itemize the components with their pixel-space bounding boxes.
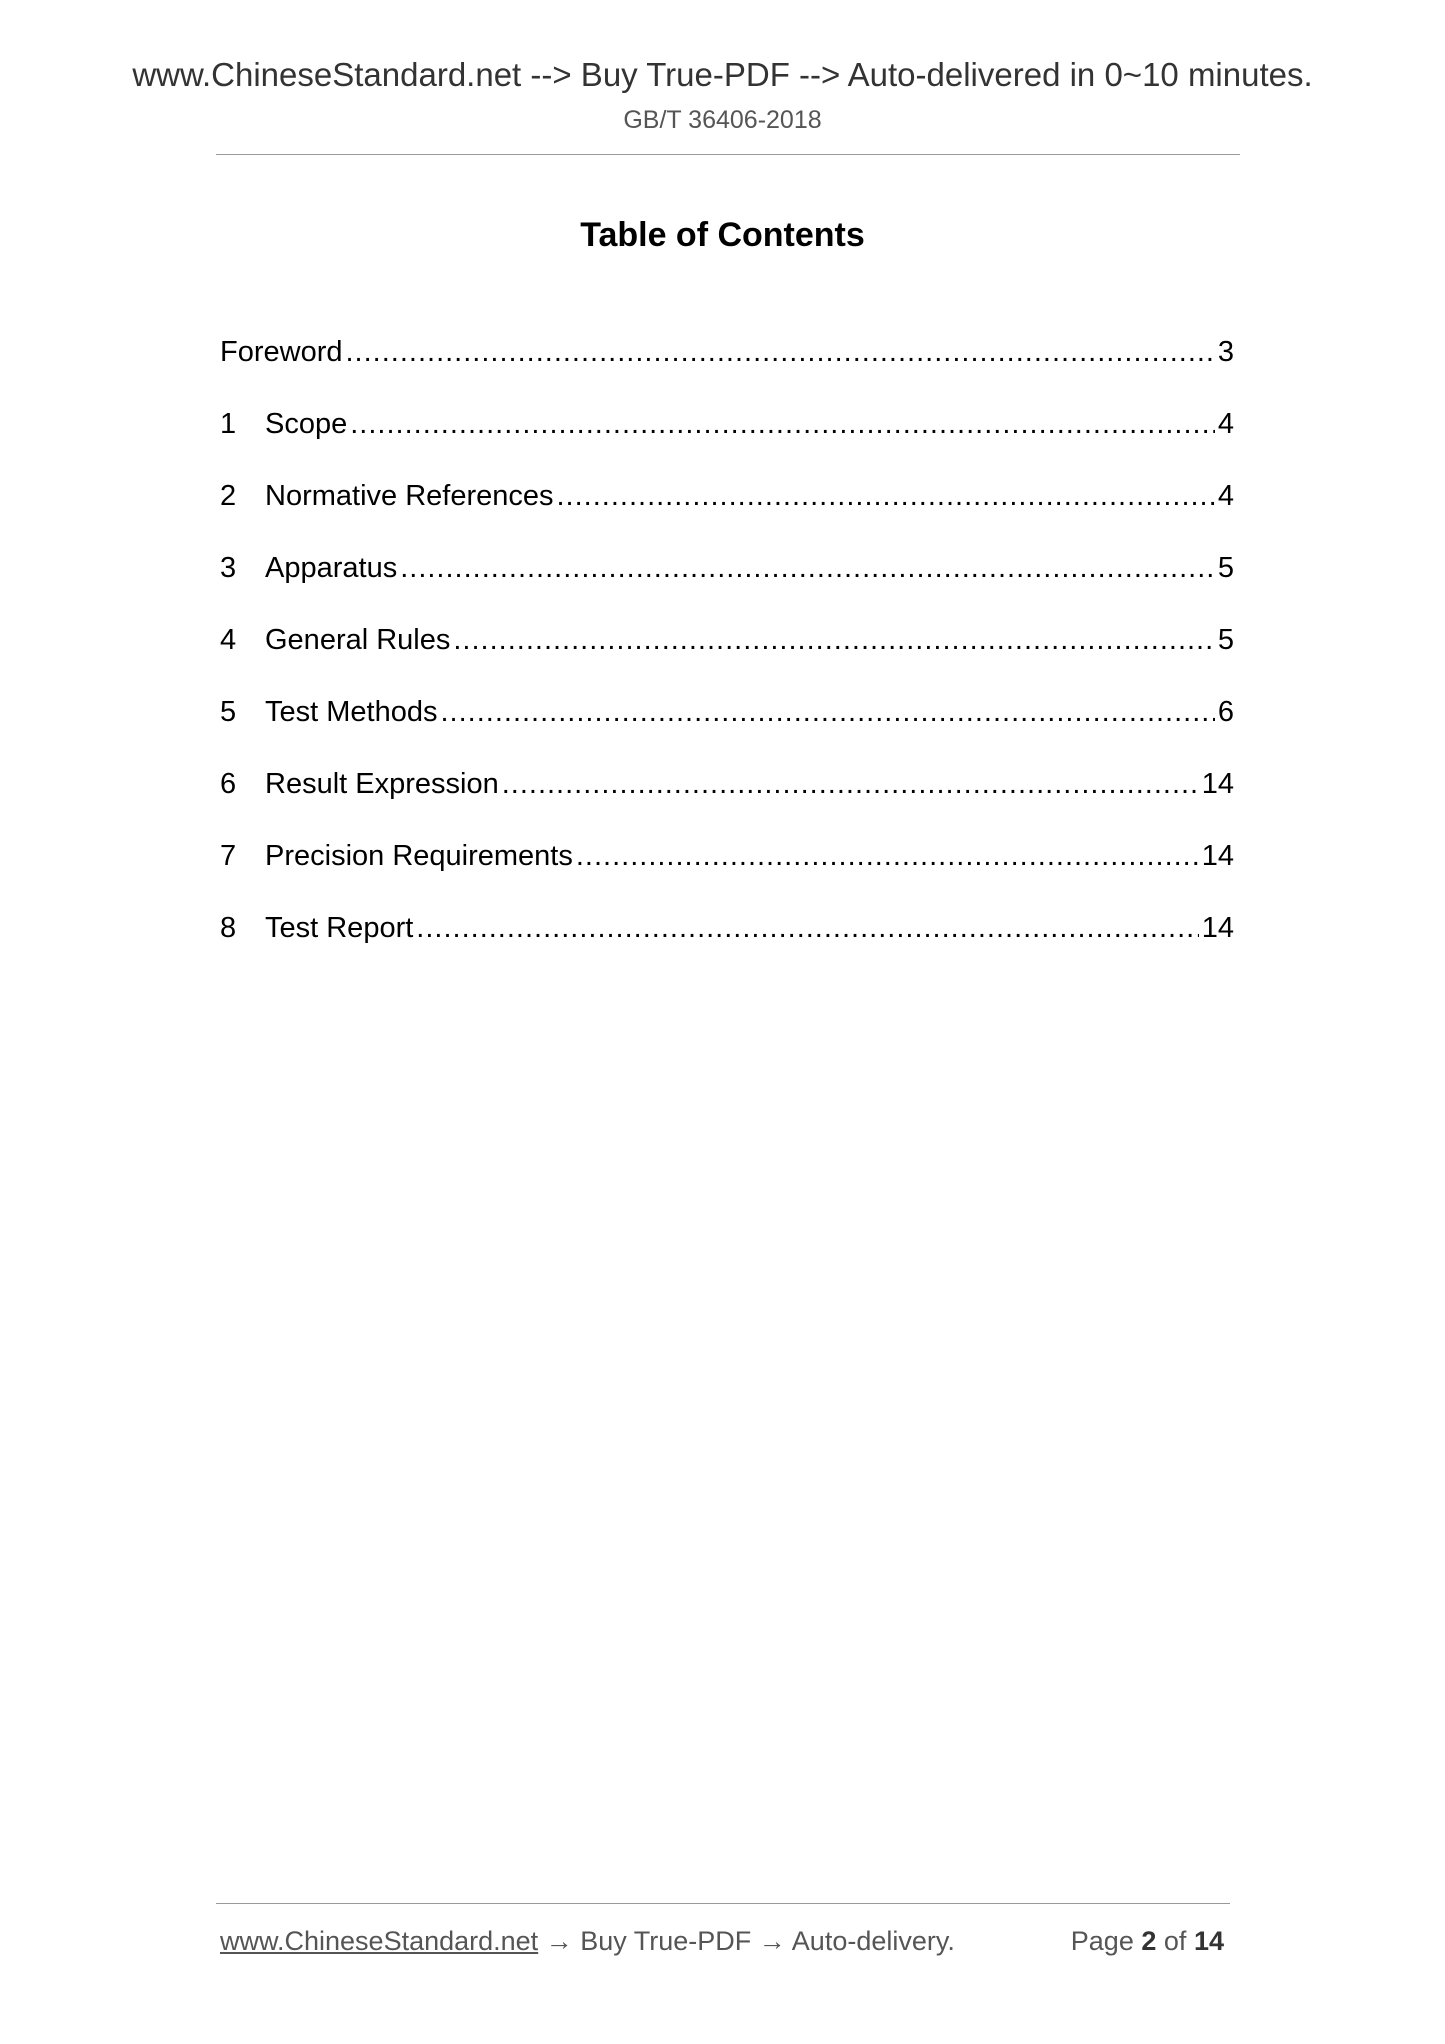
toc-entry-page: 4 (1217, 408, 1234, 440)
page-indicator (1071, 1926, 1224, 1957)
toc-entry-number: 8 (220, 912, 237, 944)
page-total: 14 (1193, 1926, 1224, 1956)
toc-entry-number: 6 (220, 768, 237, 800)
toc-leader-dots (576, 840, 1199, 873)
page-of: of (1163, 1926, 1187, 1956)
header-divider (216, 154, 1240, 155)
toc-leader-dots (416, 912, 1198, 945)
toc-entry-foreword[interactable] (220, 336, 1234, 408)
toc-entry-number: 7 (220, 840, 237, 872)
toc-entry-label: Test Methods (265, 696, 438, 728)
toc-entry-scope[interactable] (220, 408, 1234, 480)
toc-entry-page: 5 (1217, 624, 1234, 656)
footer-site-link[interactable]: www.ChineseStandard.net (220, 1926, 539, 1956)
toc-entry-page: 4 (1217, 480, 1234, 512)
toc-entry-label: Normative References (265, 480, 554, 512)
document-code: GB/T 36406-2018 (623, 106, 822, 134)
toc-entry-page: 5 (1217, 552, 1234, 584)
toc-entry-page: 6 (1217, 696, 1234, 728)
page-current: 2 (1141, 1926, 1157, 1956)
toc-leader-dots (440, 696, 1214, 729)
toc-entry-label: Scope (265, 408, 348, 440)
toc-leader-dots (350, 408, 1215, 441)
toc-entry-label: Precision Requirements (265, 840, 573, 872)
toc-entry-apparatus[interactable] (220, 552, 1234, 624)
toc-entry-label: Result Expression (265, 768, 499, 800)
footer-delivery-text: Auto-delivery. (791, 1926, 955, 1956)
toc-leader-dots (502, 768, 1199, 801)
footer-divider (216, 1903, 1230, 1904)
toc-entry-general-rules[interactable] (220, 624, 1234, 696)
page-footer (220, 1926, 1230, 1957)
toc-entry-number: 5 (220, 696, 237, 728)
toc-entry-result-expression[interactable] (220, 768, 1234, 840)
toc-leader-dots (400, 552, 1215, 585)
toc-entry-page: 14 (1201, 768, 1234, 800)
toc-entry-page: 14 (1201, 912, 1234, 944)
toc-entry-number: 4 (220, 624, 237, 656)
toc-entry-precision-requirements[interactable] (220, 840, 1234, 912)
page-word: Page (1070, 1926, 1134, 1956)
toc-entry-label: Foreword (220, 336, 343, 368)
toc-entry-label: General Rules (265, 624, 451, 656)
header-banner: www.ChineseStandard.net --> Buy True-PDF --> Auto-delivered in 0~10 minutes. (132, 56, 1313, 93)
toc-leader-dots (346, 336, 1215, 369)
toc-entry-page: 3 (1217, 336, 1234, 368)
footer-buy-text: Buy True-PDF (580, 1926, 752, 1956)
toc-list (220, 336, 1234, 984)
toc-leader-dots (557, 480, 1215, 513)
toc-entry-test-methods[interactable] (220, 696, 1234, 768)
toc-entry-number: 1 (220, 408, 237, 440)
arrow-right-icon: → (758, 1926, 786, 1956)
toc-entry-normative-references[interactable] (220, 480, 1234, 552)
toc-entry-page: 14 (1201, 840, 1234, 872)
toc-entry-label: Test Report (265, 912, 414, 944)
toc-entry-label: Apparatus (265, 552, 398, 584)
toc-leader-dots (453, 624, 1214, 657)
toc-entry-test-report[interactable] (220, 912, 1234, 984)
toc-title: Table of Contents (580, 216, 865, 254)
arrow-right-icon: → (545, 1926, 573, 1956)
toc-entry-number: 2 (220, 480, 237, 512)
toc-entry-number: 3 (220, 552, 237, 584)
